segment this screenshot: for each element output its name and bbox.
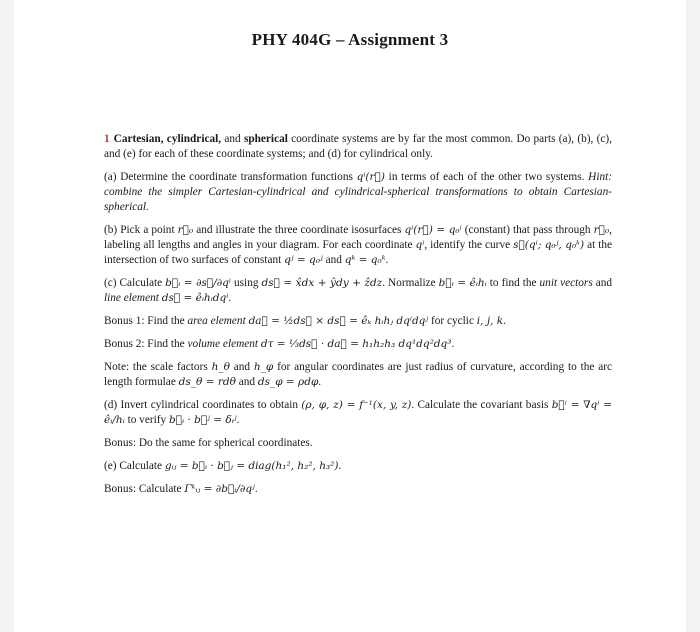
bonus-2 xyxy=(104,337,612,352)
part-b-text-1: (b) Pick a point xyxy=(104,224,178,236)
part-c-text-2: using xyxy=(231,277,262,289)
part-b-text-2: and illustrate the three coordinate isosurfaces xyxy=(193,224,405,236)
note-math-3: ds_θ = rdθ xyxy=(178,376,236,388)
note-text-3: for angular coordinates are just radius of curvature, according to the arc length formulae xyxy=(104,361,613,388)
document-page xyxy=(14,0,686,632)
part-b-text-7: and xyxy=(322,254,345,266)
part-a-text-1: (a) Determine the coordinate transformation functions xyxy=(104,171,357,183)
part-b xyxy=(104,223,612,268)
bonus-4-text-1: Bonus: Calculate xyxy=(104,483,185,495)
part-e-math-1: gᵢⱼ = b⃗ᵢ · b⃗ⱼ = diag(h₁², h₂², h₃²) xyxy=(164,460,339,472)
part-c-text-7: . xyxy=(228,292,232,304)
part-b-text-3: (constant) that pass through xyxy=(461,224,594,236)
part-d-math-1: (ρ, φ, z) = f⁻¹(x, y, z) xyxy=(301,399,412,411)
part-b-math-7: qᵏ = q₀ᵏ xyxy=(344,254,386,266)
part-d-math-3: b⃗ᵢ · b⃗ʲ = δᵢʲ xyxy=(168,414,237,426)
part-a-hint: Hint: combine the simpler Cartesian-cylindrical and cylindrical-spherical transformations to obtain Cartesian-spherical. xyxy=(104,171,613,213)
part-b-math-4: qⁱ xyxy=(415,239,425,251)
bonus-1 xyxy=(104,314,612,329)
part-c-math-4: ds⃗ = êᵢhᵢdqⁱ xyxy=(161,292,229,304)
bonus-2-text-1: Bonus 2: Find the xyxy=(104,338,188,350)
part-d-text-3: to verify xyxy=(124,414,169,426)
note-text-2: and xyxy=(229,361,254,373)
note xyxy=(104,360,612,390)
note-math-1: h_θ xyxy=(211,361,230,373)
bonus-2-italic-1: volume element xyxy=(187,338,259,350)
bonus-4 xyxy=(104,482,612,497)
bonus-2-text-3: . xyxy=(451,338,455,350)
part-b-text-8: . xyxy=(385,254,389,266)
bonus-3 xyxy=(104,436,612,451)
note-text-5: . xyxy=(318,376,322,388)
part-c-math-2: ds⃗ = x̂dx + ŷdy + ẑdz xyxy=(261,277,383,289)
part-e xyxy=(104,459,612,474)
note-math-4: ds_φ = ρdφ xyxy=(257,376,319,388)
intro-text-4: coordinate systems are by far the most common. Do parts (a), (b), (c), and (e) for each of these coordinate systems; and (d) for cylindrical only. xyxy=(104,133,612,160)
intro-text-2: and xyxy=(221,133,244,145)
part-c-math-1: b⃗ᵢ = ∂s⃗/∂qⁱ xyxy=(165,277,232,289)
part-a-math-1: qⁱ(r⃗) xyxy=(356,171,385,183)
bonus-1-italic-1: area element xyxy=(187,315,246,327)
problem-intro xyxy=(104,132,612,162)
note-text-4: and xyxy=(235,376,258,388)
bonus-1-text-3: for cyclic xyxy=(428,315,477,327)
problem-1 xyxy=(104,132,612,505)
bonus-4-text-2: . xyxy=(254,483,258,495)
part-c-italic-1: unit vectors xyxy=(539,277,593,289)
part-c-text-1: (c) Calculate xyxy=(104,277,166,289)
part-c-text-3: . Normalize xyxy=(382,277,439,289)
page-title: PHY 404G – Assignment 3 xyxy=(251,30,449,49)
bonus-1-math-1: da⃗ = ½ds⃗ × ds⃗ = êₖ hᵢhⱼ dqⁱdqʲ xyxy=(248,315,429,327)
note-math-2: h_φ xyxy=(253,361,274,373)
part-b-math-5: s⃗(qⁱ; q₀ʲ, q₀ᵏ) xyxy=(513,239,585,251)
part-b-math-1: r⃗₀ xyxy=(177,224,194,236)
bonus-4-math-1: Γᵏᵢⱼ = ∂b⃗ᵢ/∂qʲ xyxy=(184,483,255,495)
part-c-text-5: and xyxy=(592,277,613,289)
problem-number: 1 xyxy=(104,133,110,145)
note-text-1: Note: the scale factors xyxy=(104,361,212,373)
part-b-math-3: r⃗₀ xyxy=(593,224,610,236)
part-d xyxy=(104,398,612,428)
part-e-text-2: . xyxy=(338,460,342,472)
part-c-italic-2: line element xyxy=(104,292,159,304)
part-b-math-6: qʲ = q₀ʲ xyxy=(284,254,323,266)
part-d-text-4: . xyxy=(236,414,240,426)
part-a-text-2: in terms of each of the other two systems. xyxy=(384,171,589,183)
part-c-text-4: to find the xyxy=(486,277,540,289)
bonus-2-math-1: dτ = ⅓ds⃗ · da⃗ = h₁h₂h₃ dq¹dq²dq³ xyxy=(260,338,452,350)
part-c-math-3: b⃗ᵢ = êᵢhᵢ xyxy=(438,277,487,289)
bonus-1-math-2: i, j, k xyxy=(476,315,504,327)
part-d-text-1: (d) Invert cylindrical coordinates to obtain xyxy=(104,399,302,411)
part-d-text-2: . Calculate the covariant basis xyxy=(411,399,552,411)
part-b-math-2: qⁱ(r⃗) = q₀ⁱ xyxy=(404,224,462,236)
bonus-1-text-4: . xyxy=(503,315,506,327)
bonus-3-text-1: Bonus: Do the same for spherical coordinates. xyxy=(104,437,313,449)
intro-bold-3: spherical xyxy=(243,133,288,145)
part-a xyxy=(104,170,612,215)
part-b-text-5: , identify the curve xyxy=(424,239,514,251)
part-b-text-6: at the intersection of two surfaces of constant xyxy=(104,239,612,266)
intro-bold-1: Cartesian, cylindrical, xyxy=(113,133,222,145)
part-e-text-1: (e) Calculate xyxy=(104,460,165,472)
bonus-1-text-1: Bonus 1: Find the xyxy=(104,315,188,327)
part-b-text-4: , labeling all lengths and angles in your diagram. For each coordinate xyxy=(104,224,612,251)
part-d-math-2: b⃗ⁱ = ∇qⁱ = êᵢ/hᵢ xyxy=(104,399,612,426)
part-c xyxy=(104,276,612,306)
